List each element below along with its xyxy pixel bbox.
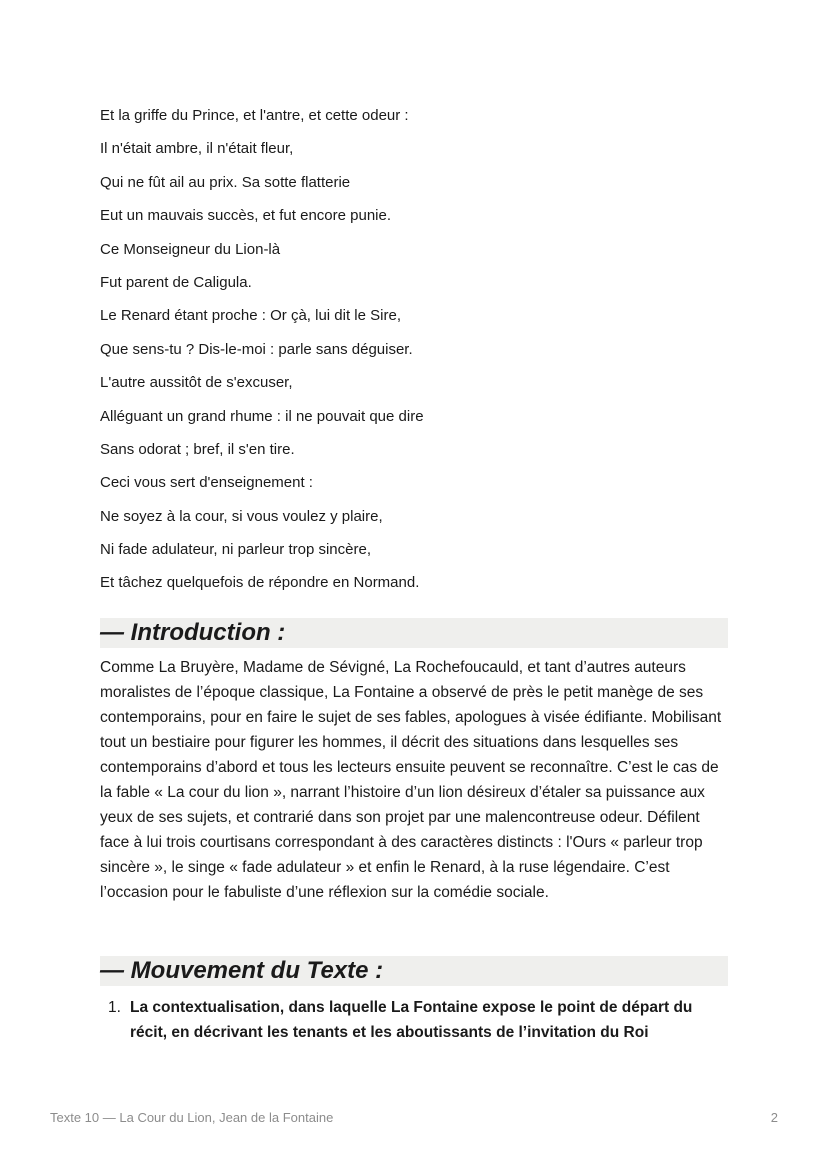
poem-line: Alléguant un grand rhume : il ne pouvait que dire xyxy=(100,407,424,425)
poem-line: L'autre aussitôt de s'excuser, xyxy=(100,374,293,392)
poem-line: Ne soyez à la cour, si vous voulez y plaire, xyxy=(100,507,383,525)
mouvement-item-text: La contextualisation, dans laquelle La Fontaine expose le point de départ du récit, en décrivant les tenants et les aboutissants de l’invitation du Roi xyxy=(130,999,693,1041)
poem-line: Le Renard étant proche : Or çà, lui dit le Sire, xyxy=(100,307,401,325)
poem-line: Fut parent de Caligula. xyxy=(100,273,252,291)
footer-document-title: Texte 10 — La Cour du Lion, Jean de la Fontaine xyxy=(50,1110,334,1125)
poem-line: Ni fade adulateur, ni parleur trop sincère, xyxy=(100,541,371,559)
mouvement-heading: — Mouvement du Texte : xyxy=(100,956,728,986)
poem-line: Que sens-tu ? Dis-le-moi : parle sans déguiser. xyxy=(100,340,413,358)
poem-line: Ce Monseigneur du Lion-là xyxy=(100,240,281,258)
footer-page-number: 2 xyxy=(770,1110,778,1125)
poem-line: Et la griffe du Prince, et l'antre, et cette odeur : xyxy=(100,107,409,124)
poem-line: Il n'était ambre, il n'était fleur, xyxy=(100,140,294,158)
poem-line: Ceci vous sert d'enseignement : xyxy=(100,474,313,492)
poem-line: Qui ne fût ail au prix. Sa sotte flatterie xyxy=(100,173,351,191)
poem-line: Sans odorat ; bref, il s'en tire. xyxy=(100,440,295,458)
poem-verses xyxy=(100,99,740,600)
mouvement-list xyxy=(100,995,728,1045)
mouvement-item-number: 1. xyxy=(108,999,121,1016)
poem-line: Et tâchez quelquefois de répondre en Normand. xyxy=(100,574,420,592)
introduction-heading: — Introduction : xyxy=(100,618,728,648)
poem-line: Eut un mauvais succès, et fut encore punie. xyxy=(100,207,391,225)
mouvement-list-item xyxy=(100,995,728,1045)
introduction-paragraph: Comme La Bruyère, Madame de Sévigné, La Rochefoucauld, et tant d’autres auteurs moralistes de l’époque classique, La Fontaine a observé de près le petit manège de ses contemporains, pour en faire le sujet de ses fables, apologues à visée édifiante. Mobilisant tout un bestiaire pour figurer les hommes, il décrit des situations dans lesquelles ses contemporains d’abord et tous les lecteurs ensuite peuvent se reconnaître. C’est le cas de la fable « La cour du lion », narrant l’histoire d’un lion désireux d’étaler sa puissance aux yeux de ses sujets, et contrarié dans son projet par une malencontreuse odeur. Défilent face à lui trois courtisans correspondant à des caractères distincts : l'Ours « parleur trop sincère », le singe « fade adulateur » et enfin le Renard, à la ruse légendaire. C’est l’occasion pour le fabuliste d’une réflexion sur la comédie sociale. xyxy=(100,659,722,901)
